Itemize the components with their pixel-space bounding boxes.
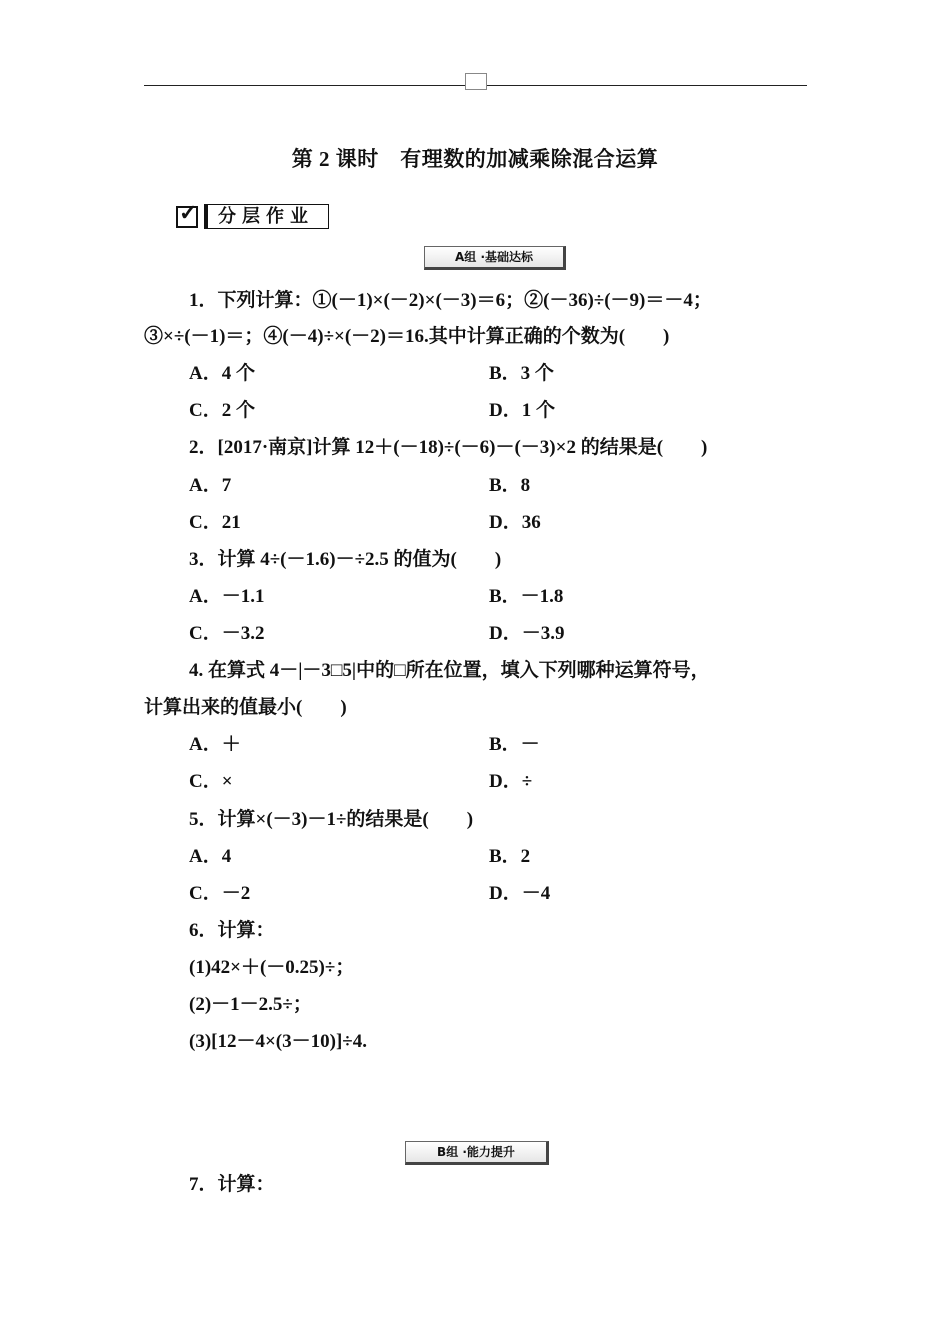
- group-b-tag: B组 ·能力提升: [405, 1141, 549, 1165]
- q5-option-b: B．2: [489, 846, 531, 867]
- q2-option-b: B．8: [489, 475, 531, 496]
- q2-line1: 2．[2017·南京]计算 12＋(－18)÷(－6)－(－3)×2 的结果是( ): [189, 437, 708, 458]
- q2-option-a: A．7: [189, 475, 232, 496]
- q1-option-a: A．4 个: [189, 363, 255, 384]
- group-a-tag: A组 ·基础达标: [424, 246, 566, 270]
- q6-part-2: (2)－1－2.5÷；: [189, 994, 312, 1015]
- q7-line1: 7．计算：: [189, 1174, 275, 1195]
- q4-option-c: C．×: [189, 771, 233, 792]
- q1-line1: 1．下列计算：①(－1)×(－2)×(－3)＝6；②(－36)÷(－9)＝－4；: [189, 290, 712, 311]
- q1-option-d: D．1 个: [489, 400, 555, 421]
- q3-option-a: A．－1.1: [189, 586, 265, 607]
- q5-option-d: D．－4: [489, 883, 551, 904]
- section-header: [176, 199, 329, 230]
- q3-option-b: B．－1.8: [489, 586, 564, 607]
- q5-option-a: A．4: [189, 846, 232, 867]
- q3-option-c: C．－3.2: [189, 623, 265, 644]
- q1-line2: ③×÷(－1)＝；④(－4)÷×(－2)＝16.其中计算正确的个数为( ): [144, 326, 670, 347]
- q4-line2: 计算出来的值最小( ): [144, 697, 347, 718]
- q6-line1: 6．计算：: [189, 920, 275, 941]
- checkbox-icon: ✓: [176, 206, 198, 228]
- section-label: 分层作业: [204, 204, 329, 229]
- q4-line1: 4. 在算式 4－|－3□5|中的□所在位置，填入下列哪种运算符号，: [189, 660, 710, 681]
- q4-option-b: B．－: [489, 734, 540, 755]
- header-box: [465, 73, 487, 90]
- q3-option-d: D．－3.9: [489, 623, 565, 644]
- q1-option-b: B．3 个: [489, 363, 554, 384]
- q6-part-1: (1)42×＋(－0.25)÷；: [189, 957, 355, 978]
- q5-line1: 5．计算×(－3)－1÷的结果是( ): [189, 809, 474, 830]
- q2-option-d: D．36: [489, 512, 541, 533]
- q2-option-c: C．21: [189, 512, 241, 533]
- q4-option-a: A．＋: [189, 734, 241, 755]
- page-title: 第 2 课时 有理数的加减乘除混合运算: [291, 147, 659, 171]
- q3-line1: 3．计算 4÷(－1.6)－÷2.5 的值为( ): [189, 549, 502, 570]
- q4-option-d: D．÷: [489, 771, 533, 792]
- q5-option-c: C．－2: [189, 883, 251, 904]
- q6-part-3: (3)[12－4×(3－10)]÷4.: [189, 1031, 367, 1052]
- q1-option-c: C．2 个: [189, 400, 255, 421]
